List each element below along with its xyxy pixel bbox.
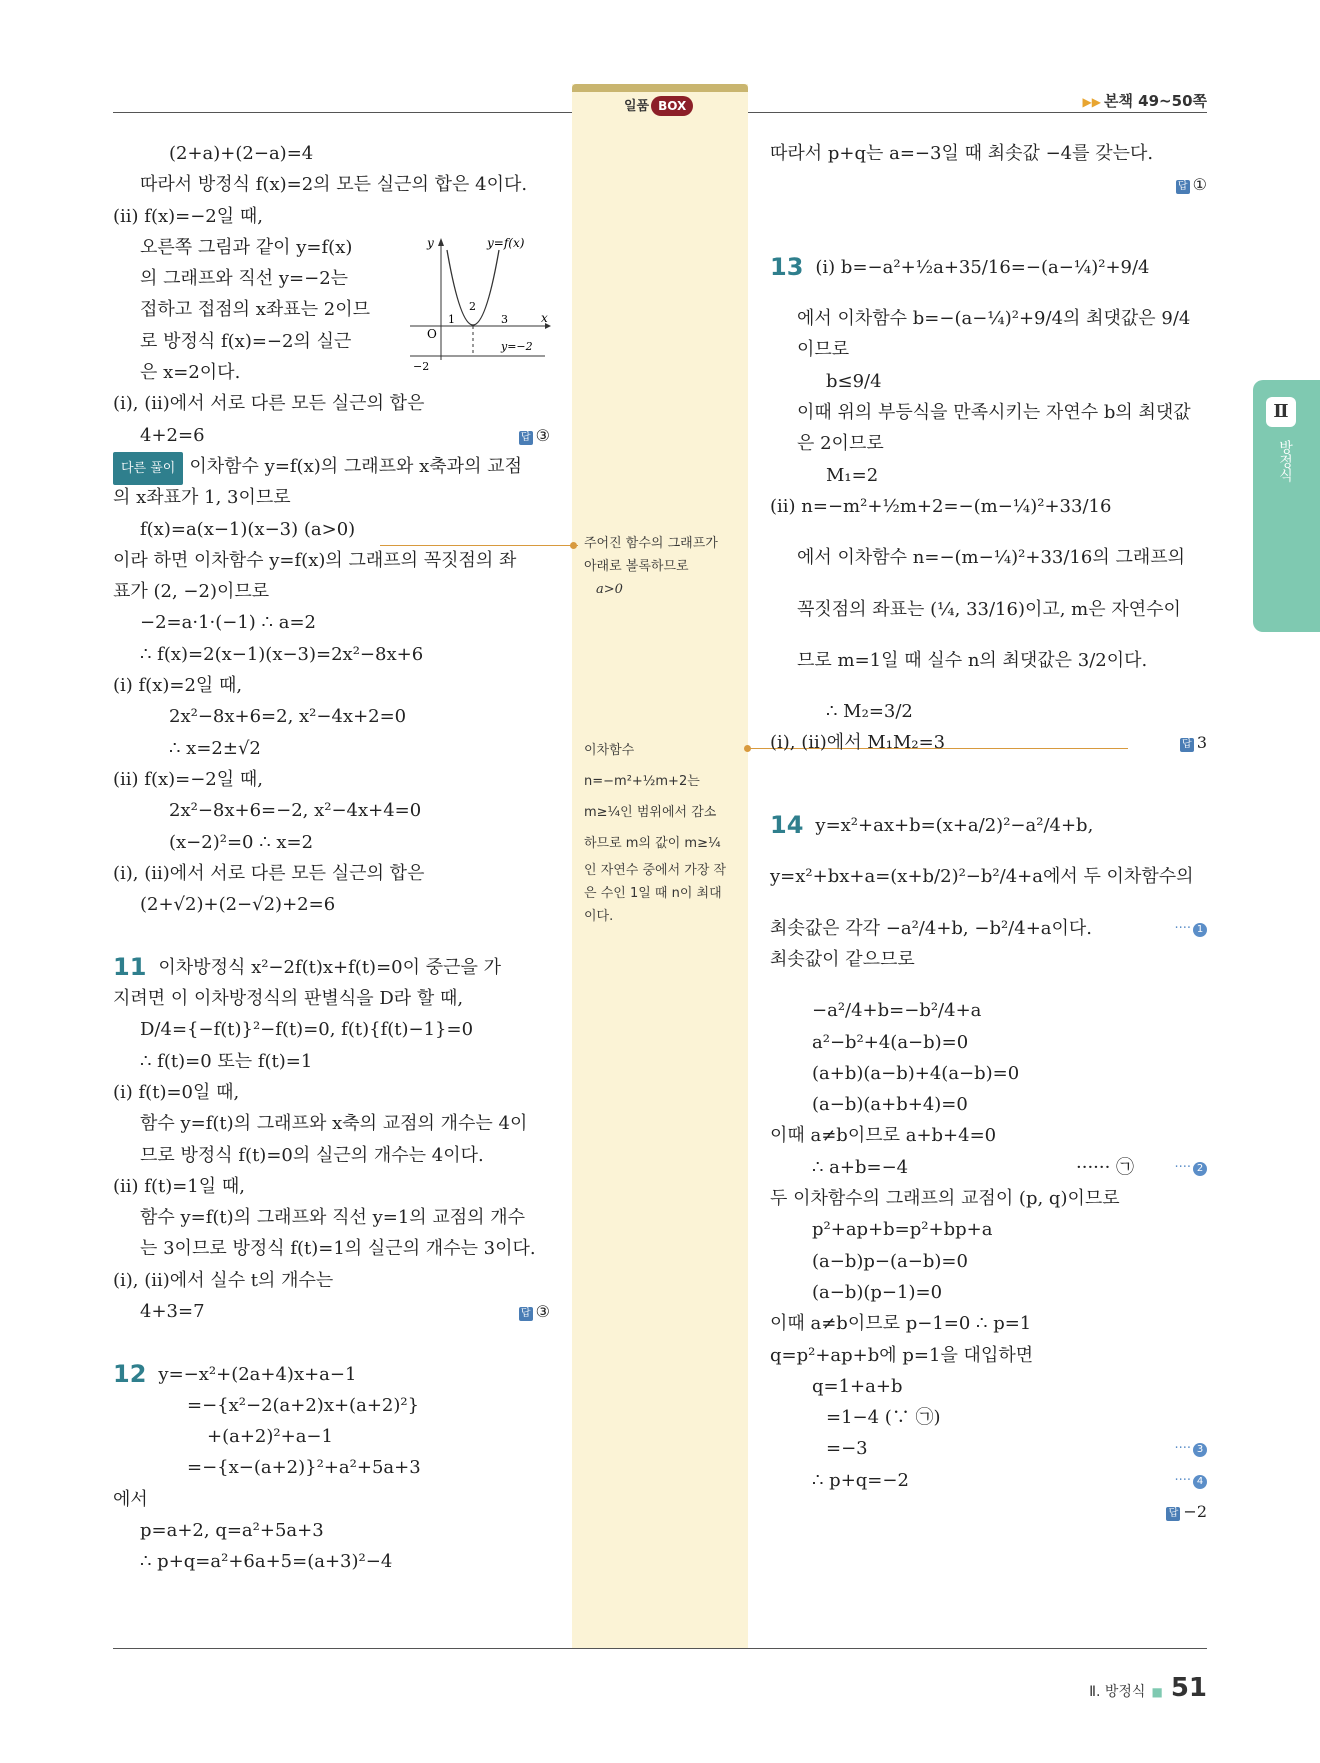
- double-arrow-icon: ▶▶: [1082, 95, 1101, 109]
- text-line: q=p²+ap+b에 p=1을 대입하면: [770, 1344, 1034, 1366]
- text-line: 꼭짓점의 좌표는 (¼, 33/16)이고, m은 자연수이: [797, 598, 1181, 620]
- note-line-text: m≥¼인 범위에서 감소: [584, 805, 717, 820]
- box-badge: BOX: [651, 96, 693, 116]
- text-line: b≤9/4: [826, 370, 882, 392]
- answer-mark: [1176, 169, 1207, 200]
- result-text: 4+2=6: [140, 424, 205, 446]
- text-line: [770, 727, 1207, 758]
- y-axis-label: y: [427, 236, 434, 250]
- bottom-rule: [113, 1648, 1207, 1649]
- text-line: (ii) f(x)=−2일 때,: [113, 768, 263, 790]
- text-line: [113, 1296, 550, 1327]
- text-line: 최솟값이 같으므로: [770, 948, 915, 970]
- text-line: 두 이차함수의 그래프의 교점이 (p, q)이므로: [770, 1188, 1120, 1210]
- result-text: =−3: [826, 1438, 868, 1460]
- step-marker: ···· 4: [1174, 1465, 1207, 1496]
- result-text: ∴ p+q=−2: [812, 1469, 909, 1491]
- answer-icon: 답: [1166, 1507, 1180, 1521]
- text-line: (ii) n=−m²+½m+2=−(m−¼)²+33/16: [770, 495, 1112, 517]
- text-line: (i), (ii)에서 서로 다른 모든 실근의 합은: [113, 393, 425, 415]
- text-line: [113, 420, 550, 451]
- text-line: 에서 이차함수 n=−(m−¼)²+33/16의 그래프의: [797, 547, 1186, 569]
- note-line-text: 주어진 함수의 그래프가: [584, 536, 718, 551]
- text-line: [770, 1465, 1207, 1496]
- text-line: 이차방정식 x²−2f(t)x+f(t)=0이 중근을 가: [158, 956, 501, 978]
- text-line: 오른쪽 그림과 같이 y=f(x): [140, 236, 353, 258]
- text-line: 접하고 접점의 x좌표는 2이므: [140, 299, 371, 321]
- text-line: 로 방정식 f(x)=−2의 실근: [140, 330, 352, 352]
- note-1-connector: [380, 545, 578, 546]
- line-label: y=−2: [501, 340, 533, 353]
- tick-label-3: 3: [501, 313, 508, 326]
- note-1-dot: [570, 542, 577, 549]
- note-line-text: 이차함수: [584, 743, 635, 758]
- text-line: =1−4 (∵ ㉠): [826, 1407, 941, 1429]
- tick-label-2: 2: [469, 300, 476, 313]
- text-line: (a+b)(a−b)+4(a−b)=0: [812, 1062, 1020, 1084]
- text-line: (2+a)+(2−a)=4: [169, 143, 314, 164]
- answer-icon: 답: [519, 1307, 533, 1321]
- y-axis-arrow: [438, 238, 444, 246]
- box-title: [624, 95, 693, 116]
- problem-number: 13: [770, 252, 804, 281]
- answer-mark: [1180, 727, 1207, 758]
- text-line: M₁=2: [826, 464, 879, 486]
- origin-label: O: [427, 327, 437, 341]
- graph-title: y=f(x): [487, 236, 525, 250]
- text-line: 따라서 p+q는 a=−3일 때 최솟값 −4를 갖는다.: [770, 143, 1154, 164]
- page-reference: [1083, 90, 1207, 111]
- page-number: 51: [1170, 1673, 1207, 1703]
- answer-mark: [519, 1296, 550, 1327]
- alt-solution-tag: 다른 풀이: [113, 452, 183, 485]
- text-line: 은 x=2이다.: [140, 362, 241, 384]
- step-number: 2: [1193, 1162, 1207, 1176]
- text-line: −a²/4+b=−b²/4+a: [812, 1000, 982, 1022]
- step-number: 3: [1193, 1443, 1207, 1457]
- answer-icon: 답: [1176, 180, 1190, 194]
- text-line: y=x²+ax+b=(x+a/2)²−a²/4+b,: [815, 815, 1094, 837]
- text-line: 므로 m=1일 때 실수 n의 최댓값은 3/2이다.: [797, 649, 1148, 671]
- text-line: [113, 451, 550, 482]
- alt-text: 이차함수 y=f(x)의 그래프와 x축과의 교점: [189, 455, 522, 477]
- text-line: D/4={−f(t)}²−f(t)=0, f(t){f(t)−1}=0: [140, 1019, 474, 1041]
- page-footer: [1089, 1673, 1207, 1703]
- result-text: ∴ a+b=−4: [812, 1156, 909, 1178]
- answer-value: ①: [1192, 175, 1207, 195]
- text-line: (i), (ii)에서 서로 다른 모든 실근의 합은: [113, 862, 425, 884]
- right-column: [770, 138, 1207, 1527]
- result-text: 4+3=7: [140, 1300, 205, 1322]
- text-line: ∴ M₂=3/2: [826, 701, 913, 723]
- text-line: [770, 1152, 1207, 1183]
- equation-tag: ······ ㉠: [1076, 1156, 1135, 1178]
- text-line: 이므로: [797, 339, 850, 361]
- text-line: f(x)=a(x−1)(x−3) (a>0): [140, 518, 356, 540]
- problem-number: 11: [113, 952, 147, 981]
- text-line: (a−b)(a+b+4)=0: [812, 1094, 968, 1116]
- answer-value: −2: [1183, 1501, 1207, 1521]
- text-line: [770, 169, 1207, 200]
- text-line: 이때 위의 부등식을 만족시키는 자연수 b의 최댓값: [797, 402, 1191, 424]
- text-line: [770, 1496, 1207, 1527]
- note-line-text: 아래로 볼록하므로: [584, 559, 689, 574]
- text-line: (a−b)(p−1)=0: [812, 1281, 943, 1303]
- footer-chapter: Ⅱ. 방정식: [1089, 1684, 1146, 1700]
- answer-value: 3: [1196, 733, 1207, 753]
- text-line: [770, 913, 1207, 944]
- text-line: 은 2이므로: [797, 433, 884, 455]
- text-line: 의 x좌표가 1, 3이므로: [113, 487, 291, 509]
- side-note-1: [584, 532, 744, 601]
- text-line: (a−b)p−(a−b)=0: [812, 1250, 968, 1272]
- problem-12-heading: [113, 1359, 550, 1390]
- step-number: 4: [1193, 1475, 1207, 1489]
- text-line: 지려면 이 이차방정식의 판별식을 D라 할 때,: [113, 988, 464, 1010]
- tick-label-minus-2: −2: [413, 360, 430, 370]
- text-line: [770, 1433, 1207, 1464]
- text-line: (x−2)²=0 ∴ x=2: [169, 831, 314, 853]
- answer-value: ③: [535, 425, 550, 445]
- answer-mark: [519, 420, 550, 451]
- result-text: (i), (ii)에서 M₁M₂=3: [770, 732, 946, 754]
- answer-icon: 답: [1180, 738, 1194, 752]
- text-line: y=x²+bx+a=(x+b/2)²−b²/4+a에서 두 이차함수의: [770, 866, 1194, 888]
- text-line: 에서: [113, 1488, 148, 1510]
- text-line: 따라서 방정식 f(x)=2의 모든 실근의 합은 4이다.: [140, 174, 528, 196]
- text-line: p=a+2, q=a²+5a+3: [140, 1520, 324, 1542]
- text-line: =−{x−(a+2)}²+a²+5a+3: [187, 1457, 421, 1479]
- note-line-text: 은 수인 1일 때 n이 최대: [584, 886, 722, 901]
- text-line: 함수 y=f(t)의 그래프와 x축의 교점의 개수는 4이: [140, 1113, 528, 1135]
- text-line: (i) f(t)=0일 때,: [113, 1081, 240, 1103]
- parabola-graph: [405, 230, 555, 370]
- text-line: ∴ f(x)=2(x−1)(x−3)=2x²−8x+6: [140, 643, 424, 665]
- step-number: 1: [1193, 923, 1207, 937]
- note-line-text: a>0: [596, 582, 623, 597]
- text-line: +(a+2)²+a−1: [207, 1426, 333, 1448]
- text-line: 2x²−8x+6=2, x²−4x+2=0: [169, 706, 407, 728]
- text-line: ∴ f(t)=0 또는 f(t)=1: [140, 1050, 313, 1072]
- step-marker: ···· 2: [1174, 1152, 1207, 1183]
- note-2-dot: [744, 745, 751, 752]
- text-line: 의 그래프와 직선 y=−2는: [140, 268, 349, 290]
- note-line-text: n=−m²+½m+2는: [584, 774, 700, 789]
- problem-number: 14: [770, 811, 804, 840]
- chapter-number: Ⅱ: [1266, 397, 1296, 427]
- text-line: p²+ap+b=p²+bp+a: [812, 1219, 993, 1241]
- step-marker: ···· 3: [1174, 1433, 1207, 1464]
- footer-separator: ■: [1151, 1685, 1163, 1699]
- answer-icon: 답: [519, 431, 533, 445]
- text-line: ∴ x=2±√2: [169, 737, 261, 759]
- text-line: (2+√2)+(2−√2)+2=6: [140, 894, 336, 916]
- text-line: 함수 y=f(t)의 그래프와 직선 y=1의 교점의 개수: [140, 1207, 526, 1229]
- text-line: q=1+a+b: [812, 1375, 903, 1397]
- note-line-text: 이다.: [584, 909, 614, 924]
- note-line-text: 하므로 m의 값이 m≥¼: [584, 836, 721, 851]
- problem-number: 12: [113, 1359, 147, 1388]
- text-line: y=−x²+(2a+4)x+a−1: [158, 1363, 357, 1385]
- text-line: (i), (ii)에서 실수 t의 개수는: [113, 1269, 334, 1291]
- text-line: 에서 이차함수 b=−(a−¼)²+9/4의 최댓값은 9/4: [797, 308, 1191, 330]
- answer-mark: [1166, 1496, 1207, 1527]
- note-line-text: 인 자연수 중에서 가장 작: [584, 863, 727, 878]
- text-line: ∴ p+q=a²+6a+5=(a+3)²−4: [140, 1551, 393, 1573]
- text-line: (ii) f(t)=1일 때,: [113, 1175, 245, 1197]
- text-line: 2x²−8x+6=−2, x²−4x+4=0: [169, 800, 422, 822]
- tick-label-1: 1: [448, 313, 455, 326]
- chapter-name: 방정식: [1277, 440, 1293, 482]
- x-axis-label: x: [541, 311, 548, 325]
- side-note-2: [584, 735, 744, 928]
- result-text: 최솟값은 각각 −a²/4+b, −b²/4+a이다.: [770, 917, 1093, 939]
- answer-value: ③: [535, 1301, 550, 1321]
- problem-11-heading: [113, 952, 550, 983]
- text-line: −2=a·1·(−1) ∴ a=2: [140, 612, 316, 634]
- text-line: (i) f(x)=2일 때,: [113, 675, 243, 697]
- text-line: 이때 a≠b이므로 a+b+4=0: [770, 1125, 997, 1147]
- text-line: a²−b²+4(a−b)=0: [812, 1031, 969, 1053]
- text-line: (i) b=−a²+½a+35/16=−(a−¼)²+9/4: [815, 256, 1150, 278]
- problem-13-heading: [770, 252, 1207, 283]
- text-line: =−{x²−2(a+2)x+(a+2)²}: [187, 1394, 420, 1416]
- step-marker: ···· 1: [1174, 913, 1207, 944]
- text-line: 는 3이므로 방정식 f(t)=1의 실근의 개수는 3이다.: [140, 1238, 536, 1260]
- problem-14-heading: [770, 810, 1207, 841]
- box-label: 일품: [624, 99, 650, 114]
- page-ref-text: 본책 49~50쪽: [1103, 92, 1207, 110]
- text-line: 이때 a≠b이므로 p−1=0 ∴ p=1: [770, 1313, 1032, 1335]
- text-line: 이라 하면 이차함수 y=f(x)의 그래프의 꼭짓점의 좌: [113, 549, 517, 571]
- text-line: (ii) f(x)=−2일 때,: [113, 205, 263, 227]
- text-line: 표가 (2, −2)이므로: [113, 581, 270, 603]
- text-line: 므로 방정식 f(t)=0의 실근의 개수는 4이다.: [140, 1144, 484, 1166]
- box-column-cap: [572, 84, 748, 92]
